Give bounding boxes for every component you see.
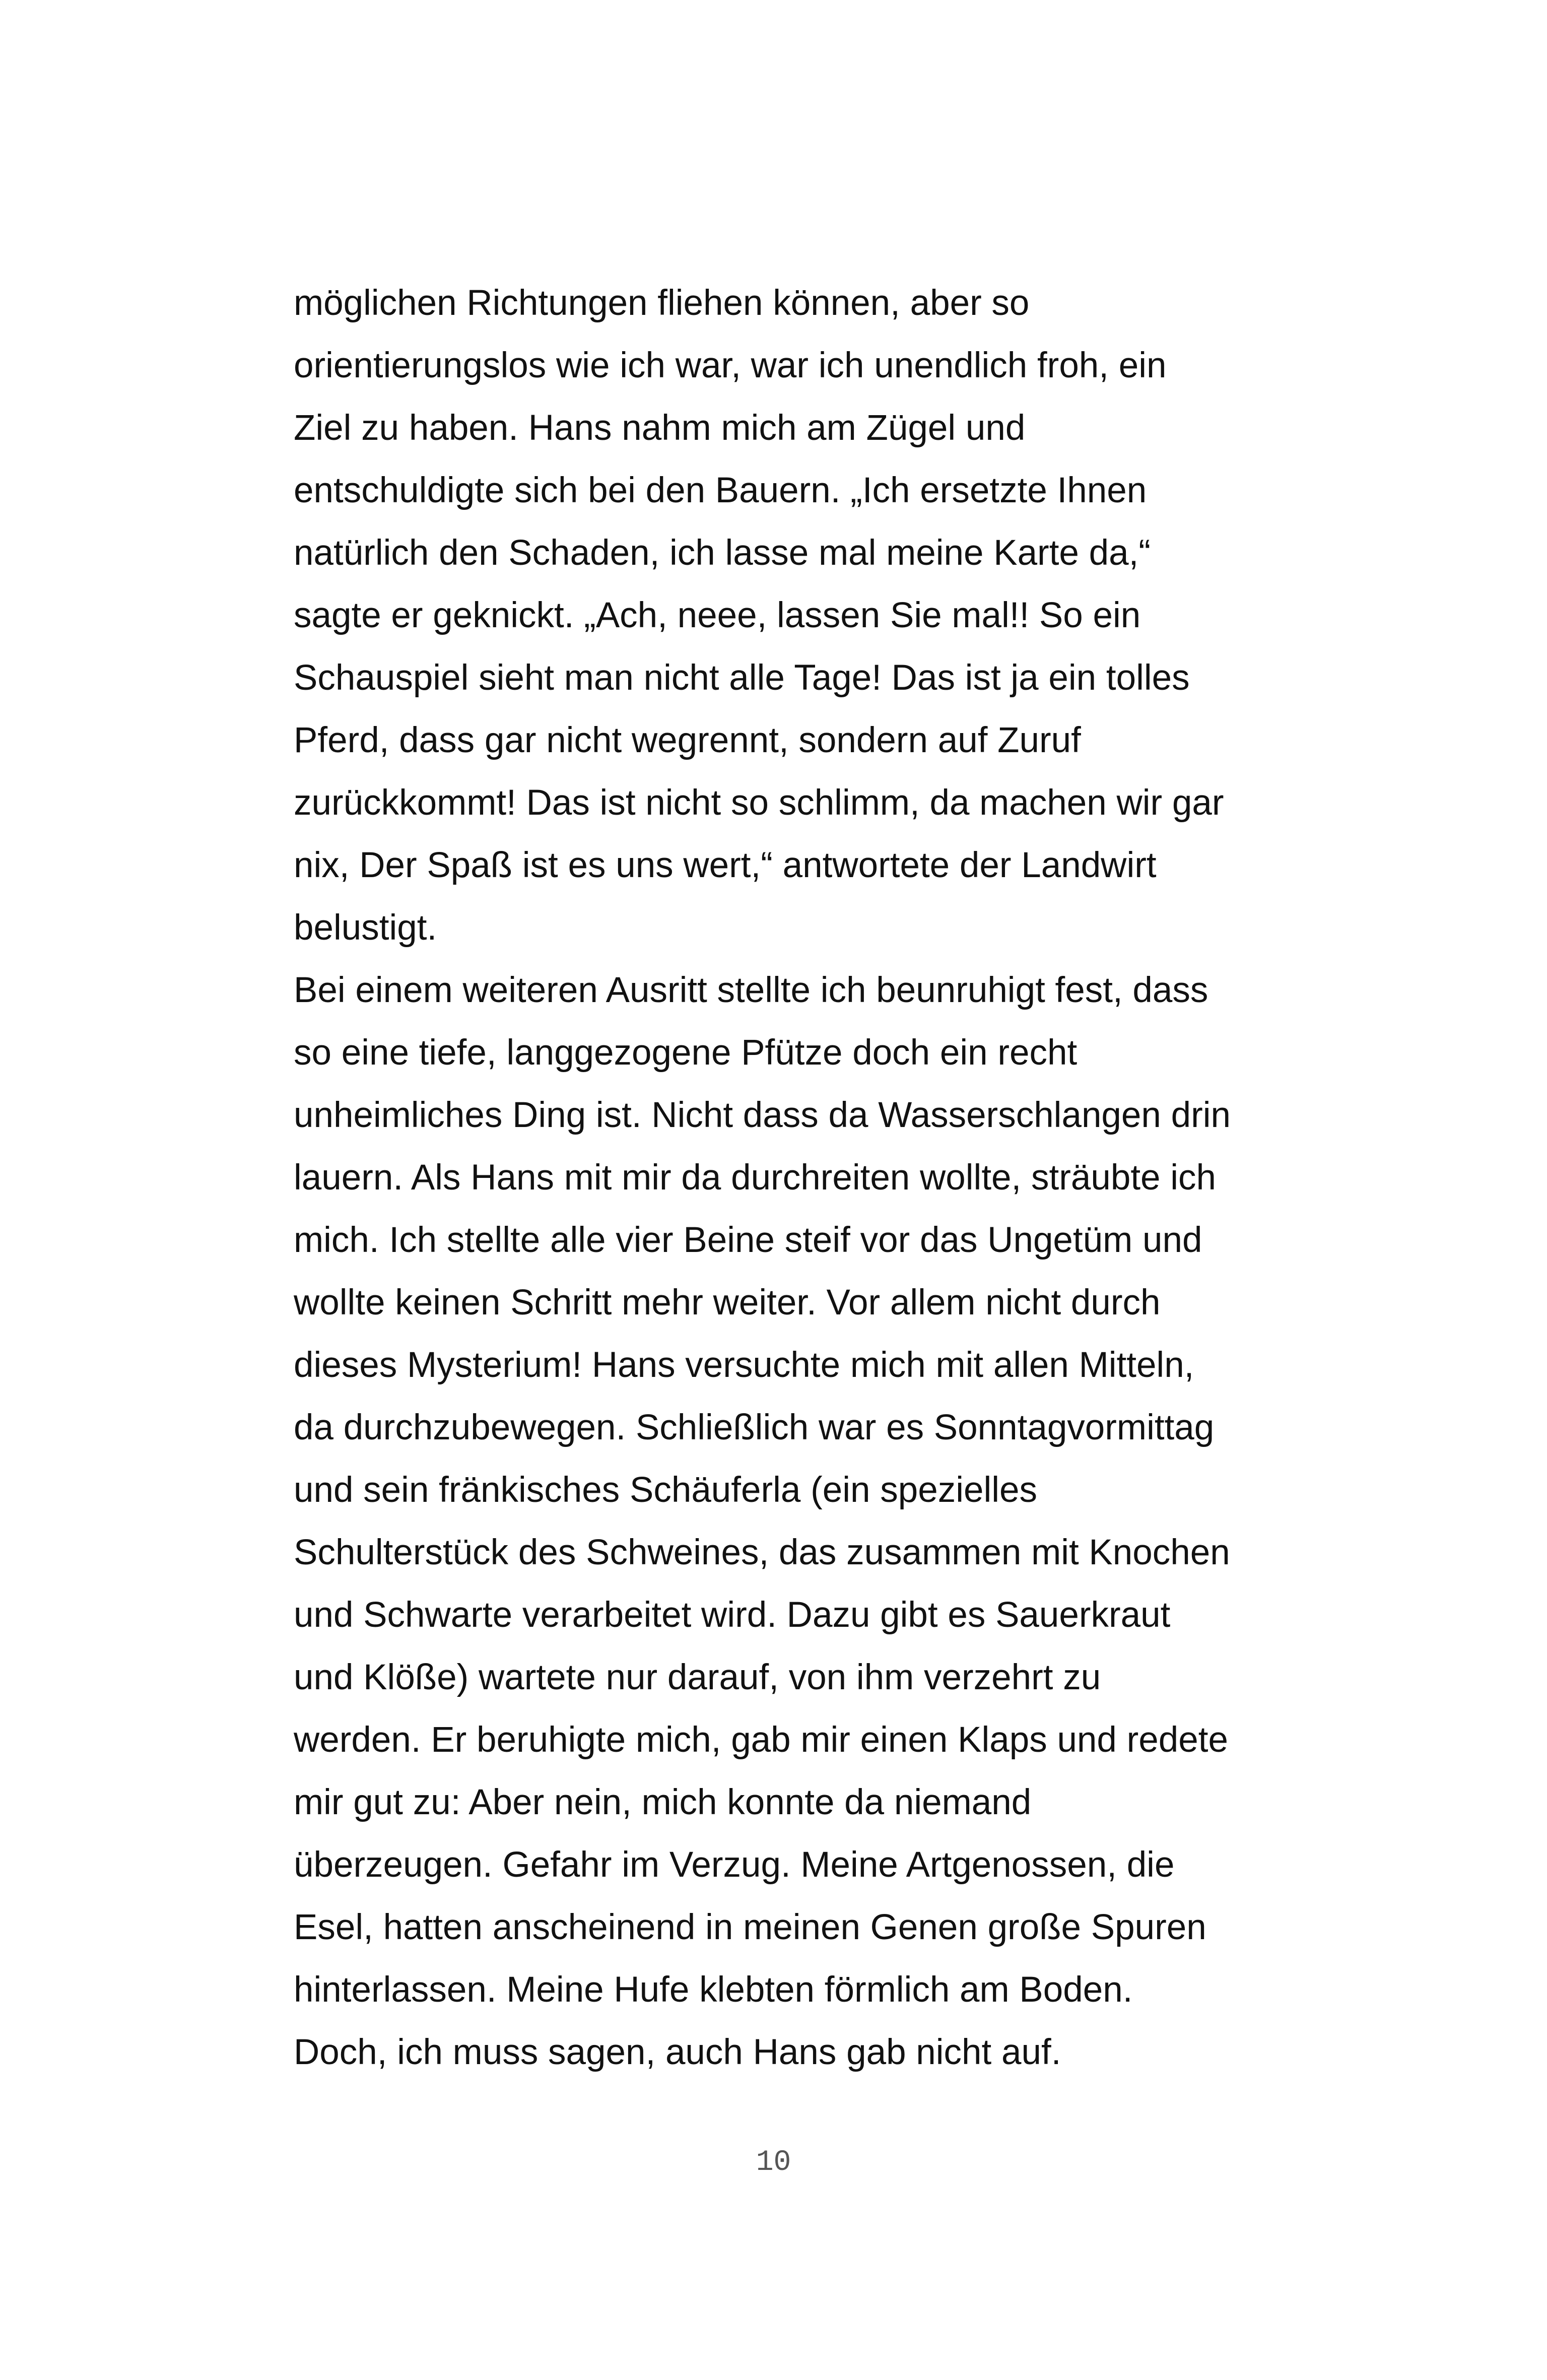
text-line: möglichen Richtungen fliehen können, aber so xyxy=(294,283,1030,323)
page-number: 10 xyxy=(756,2146,791,2179)
text-line: sagte er geknickt. „Ach, neee, lassen Sie mal!! So ein xyxy=(294,596,1141,635)
text-line: lauern. Als Hans mit mir da durchreiten wollte, sträubte ich xyxy=(294,1158,1217,1198)
text-line: wollte keinen Schritt mehr weiter. Vor allem nicht durch xyxy=(294,1283,1161,1323)
text-line: orientierungslos wie ich war, war ich unendlich froh, ein xyxy=(294,346,1167,385)
text-line: mich. Ich stellte alle vier Beine steif vor das Ungetüm und xyxy=(294,1220,1202,1260)
text-line: da durchzubewegen. Schließlich war es Sonntagvormittag xyxy=(294,1408,1215,1447)
text-line: Schauspiel sieht man nicht alle Tage! Das ist ja ein tolles xyxy=(294,658,1190,698)
text-line: belustigt. xyxy=(294,908,437,948)
text-line: Ziel zu haben. Hans nahm mich am Zügel und xyxy=(294,408,1026,448)
text-line: mir gut zu: Aber nein, mich konnte da niemand xyxy=(294,1782,1032,1822)
text-line: und Klöße) wartete nur darauf, von ihm verzehrt zu xyxy=(294,1658,1101,1697)
text-line: Schulterstück des Schweines, das zusammen mit Knochen xyxy=(294,1533,1230,1572)
text-line: natürlich den Schaden, ich lasse mal meine Karte da,“ xyxy=(294,533,1151,573)
text-line: Doch, ich muss sagen, auch Hans gab nicht auf. xyxy=(294,2032,1061,2072)
text-line: Bei einem weiteren Ausritt stellte ich beunruhigt fest, dass xyxy=(294,970,1208,1010)
text-line: und Schwarte verarbeitet wird. Dazu gibt es Sauerkraut xyxy=(294,1595,1171,1635)
text-line: überzeugen. Gefahr im Verzug. Meine Artgenossen, die xyxy=(294,1845,1175,1885)
text-line: entschuldigte sich bei den Bauern. „Ich ersetzte Ihnen xyxy=(294,471,1147,510)
text-line: hinterlassen. Meine Hufe klebten förmlich am Boden. xyxy=(294,1970,1133,2010)
text-line: werden. Er beruhigte mich, gab mir einen Klaps und redete xyxy=(294,1720,1228,1760)
text-line: dieses Mysterium! Hans versuchte mich mit allen Mitteln, xyxy=(294,1345,1194,1385)
text-line: Esel, hatten anscheinend in meinen Genen große Spuren xyxy=(294,1907,1206,1947)
body-text xyxy=(294,272,1296,2084)
text-line: so eine tiefe, langgezogene Pfütze doch ein recht xyxy=(294,1033,1078,1073)
text-line: zurückkommt! Das ist nicht so schlimm, da machen wir gar xyxy=(294,783,1224,823)
text-line: unheimliches Ding ist. Nicht dass da Wasserschlangen drin xyxy=(294,1095,1231,1135)
text-line: und sein fränkisches Schäuferla (ein spezielles xyxy=(294,1470,1038,1510)
text-line: Pferd, dass gar nicht wegrennt, sondern auf Zuruf xyxy=(294,720,1081,760)
text-line: nix, Der Spaß ist es uns wert,“ antwortete der Landwirt xyxy=(294,845,1157,885)
